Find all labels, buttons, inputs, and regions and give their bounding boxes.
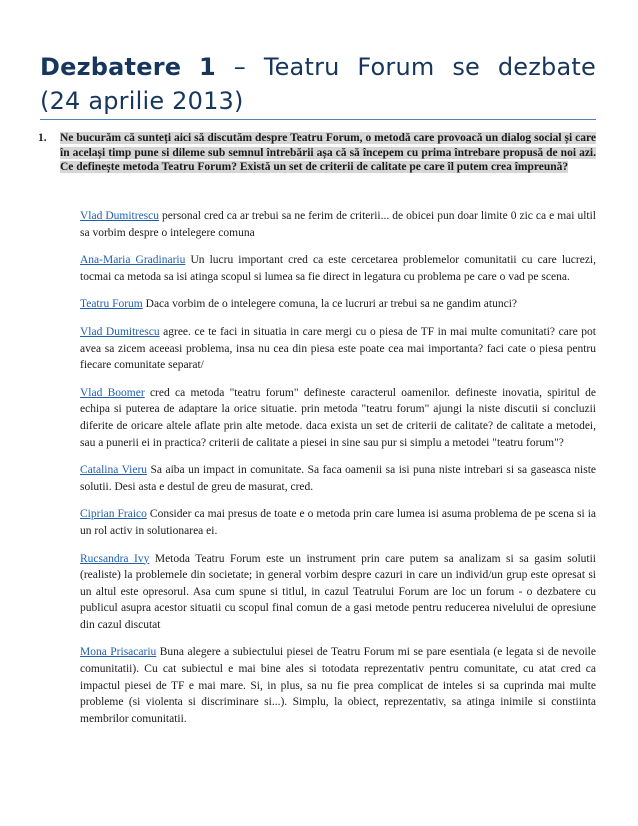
comment [80,208,596,241]
comment [80,506,596,539]
title-word: – [233,53,246,81]
comment-text: Daca vorbim de o intelegere comuna, la ce lucruri ar trebui sa ne gandim atunci? [142,298,517,311]
title-word: Teatru [263,53,340,81]
comment [80,252,596,285]
question-item [38,131,596,175]
question-number: 1. [38,132,47,144]
comment-text: Sa aiba un impact in comunitate. Sa faca oamenii sa isi puna niste intrebari si sa gaseasca niste solutii. Desi asta e destul de greu de masurat, cred. [80,464,596,493]
comment-author-link[interactable]: Vlad Dumitrescu [80,210,160,222]
comment-author-link[interactable]: Ciprian Fraico [80,508,147,521]
title-word: Forum [357,53,435,81]
comment [80,551,596,634]
comment-text: agree. ce te faci in situatia in care mergi cu o piesa de TF in mai multe comunitati? care pot avea sa zicem aceeasi problema, insa nu cea din piesa este poate cea mai importanta? faci cate o piesa pentru fiecare comunitate separat/ [80,325,596,372]
comment-text: cred ca metoda "teatru forum" defineste caracterul oamenilor. defineste inovatia, spiritul de echipa si puterea de adaptare la orice situatie. prin metoda "teatru forum" ajungi la niste discutii si concluzii diferite de oricare altele aflate prin alte metode. daca exista un set de criterii de calitate? de calitate a metodei, sau a punerii ei in practica? criterii de calitate a piesei in sine sau pur si simplu a metodei "teatru forum"? [80,386,597,449]
comment-author-link[interactable]: Vlad Dumitrescu [80,325,160,338]
comment [80,462,596,495]
comment [80,324,596,374]
title-word: 1 [199,53,216,81]
title-word: se [452,53,480,81]
comment-author-link[interactable]: Teatru Forum [80,298,143,311]
comment-author-link[interactable]: Ana-Maria Gradinariu [80,254,186,267]
comment-text: Metoda Teatru Forum este un instrument prin care putem sa analizam si sa gasim solutii (realiste) la problemele din societate; in general vorbim despre cazuri in care un individ/un grup este opresat si un altul este opresorul. Asa cum spune si titlul, in cazul Teatrului Forum are loc un forum - o dezbatere cu publicul asupra acestor situatii cu scopul final comun de a gasi metode pentru reducerea nivelului de opresiune din cazul discutat [80,552,596,631]
comment-text: Buna alegere a subiectului piesei de Teatru Forum mi se pare esentiala (e legata si de nevoile comunitatii). Cu cat subiectul e mai bine ales si totodata reprezentativ pentru comunitate, cu atat cred ca impactul piesei de TF e mai mare. Si, in plus, sa nu fie prea complicat de inteles si sa cuprinda mai multe probleme (si violenta si discriminare si...). Simplu, la obiect, reprezentativ, sa atinga inimile si constiinta membrilor comunitatii. [80,646,596,725]
title-word: Dezbatere [40,53,182,81]
comment-text: Un lucru important cred ca este cercetarea problemelor comunitatii cu care lucrezi, tocmai ca metoda sa isi atinga scopul si lumea sa fie direct in legatura cu problema pe care o vad pe scena. [80,254,597,283]
comment-author-link[interactable]: Catalina Vieru [80,464,148,477]
title-line-1 [40,50,596,84]
comment-author-link[interactable]: Mona Prisacariu [80,646,157,659]
comment-text: personal cred ca ar trebui sa ne ferim de criterii... de obicei pun doar limite 0 zic ca e mai ultil sa vorbim despre o intelegere comuna [80,210,596,239]
comment [80,296,596,313]
title-line-2: (24 aprilie 2013) [40,87,244,115]
comment [80,385,596,451]
comment-author-link[interactable]: Rucsandra Ivy [80,552,150,565]
question-text: Ne bucurăm că sunteți aici să discutăm despre Teatru Forum, o metodă care provoacă un dialog social și care în același timp pune si dileme sub semnul întrebării așa că să începem cu prima întrebare propusă de noi azi. Ce definește metoda Teatru Forum? Există un set de criterii de calitate pe care îl putem crea împreună? [60,132,596,174]
title-word: dezbate [497,53,596,81]
comment [80,644,596,727]
comment-author-link[interactable]: Vlad Boomer [80,386,145,399]
page-title [40,50,596,118]
comment-list [80,208,596,738]
title-divider [40,119,596,120]
comment-text: Consider ca mai presus de toate e o metoda prin care lumea isi asuma problema de pe scena si ia un rol activ in solutionarea ei. [80,508,596,537]
